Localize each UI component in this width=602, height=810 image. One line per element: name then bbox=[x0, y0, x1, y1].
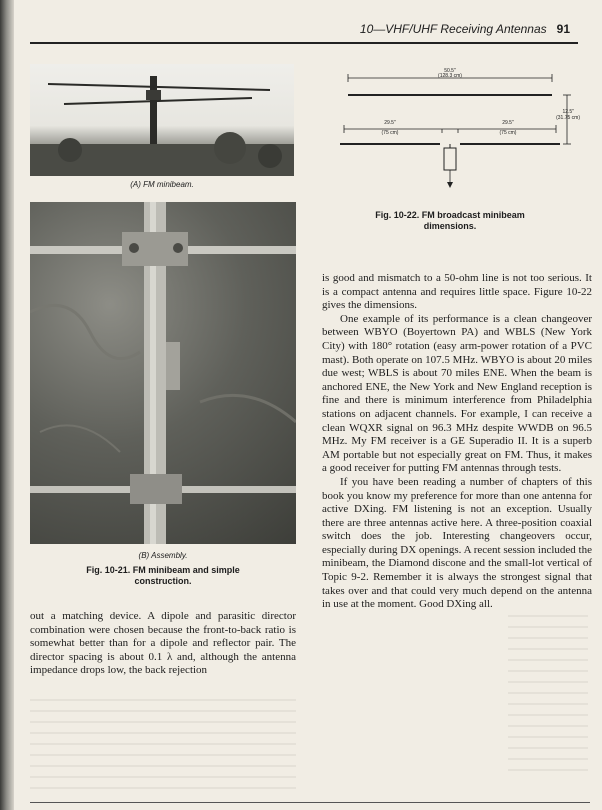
caption-fm-minibeam: (A) FM minibeam. bbox=[130, 180, 194, 189]
dim-left-in: 29.5" bbox=[384, 120, 396, 126]
right-paragraph-2: One example of its performance is a clean changeover between WBYO (Boyertown PA) and WBLS (New York City) with 180° rotation (easy arm-power rotation of a PVC mast). Both operate on 107.5 MHz. WBYO is about 20 miles due west; WBLS is about 70 miles ENE. When the beam is anchored ENE, the New York and New England reception is fine and there is minimum interference from Philadelphia stations on adjacent channels. For example, I can receive a clean WQXR signal on 96.3 MHz despite WWDB on 96.5 MHz. My FM receiver is a GE Superadio II. It is a superb AM portable but not especially great on FM. Thus, it makes a good receiver for putting FM antennas through tests. bbox=[322, 312, 592, 475]
dim-right-in: 29.5" bbox=[502, 120, 514, 126]
bleed-through-text bbox=[340, 236, 347, 263]
photo-assembly bbox=[30, 202, 296, 544]
dimension-diagram bbox=[330, 62, 580, 202]
dim-left-cm: (75 cm) bbox=[381, 130, 399, 136]
page-number: 91 bbox=[556, 22, 570, 36]
bottom-rule bbox=[30, 802, 590, 803]
dim-spacing-in: 12.5" bbox=[562, 109, 574, 115]
figure-10-21-caption: Fig. 10-21. FM minibeam and simple construction. bbox=[86, 565, 240, 586]
right-column-text bbox=[322, 272, 592, 612]
dim-top-in: 50.5" bbox=[444, 68, 456, 74]
running-title: 10—VHF/UHF Receiving Antennas bbox=[359, 22, 547, 36]
book-spine-shadow bbox=[0, 0, 14, 810]
bleed-through-lines-right bbox=[508, 606, 588, 776]
caption-assembly: (B) Assembly. bbox=[138, 551, 188, 560]
dim-top-cm: (128.3 cm) bbox=[438, 73, 462, 79]
dim-right-cm: (75 cm) bbox=[499, 130, 517, 136]
right-paragraph-1: is good and mismatch to a 50-ohm line is not too serious. It is a compact antenna and requires little space. Figure 10-22 gives the dimensions. bbox=[322, 272, 592, 312]
running-header bbox=[330, 22, 570, 36]
photo-fm-minibeam bbox=[30, 64, 294, 176]
bleed-through-lines-left bbox=[30, 690, 296, 790]
left-column-text bbox=[30, 610, 296, 678]
left-paragraph-1: out a matching device. A dipole and parasitic director combination were chosen because the front-to-back ratio is somewhat better than for a dipole and reflector pair. The director spacing is about 0.1 λ and, although the antenna impedance drops low, the back rejection bbox=[30, 610, 296, 677]
header-rule bbox=[30, 42, 578, 44]
dim-spacing-cm: (31.75 cm) bbox=[556, 115, 580, 121]
right-paragraph-3: If you have been reading a number of chapters of this book you know my preference for more than one antenna for active DXing. FM listening is not an exception. Usually there are three antennas active here. A three-position coaxial switch does the job. Interesting changeovers occur, especially during DX openings. A recent session included the minibeam, the Diamond discone and the small-lot vertical of Topic 9-2. Remember it is always the strongest signal that takes over and that could very much depend on the antenna in use at the moment. Good DXing all. bbox=[322, 475, 592, 611]
figure-10-22-caption: Fig. 10-22. FM broadcast minibeam dimensions. bbox=[375, 210, 525, 231]
